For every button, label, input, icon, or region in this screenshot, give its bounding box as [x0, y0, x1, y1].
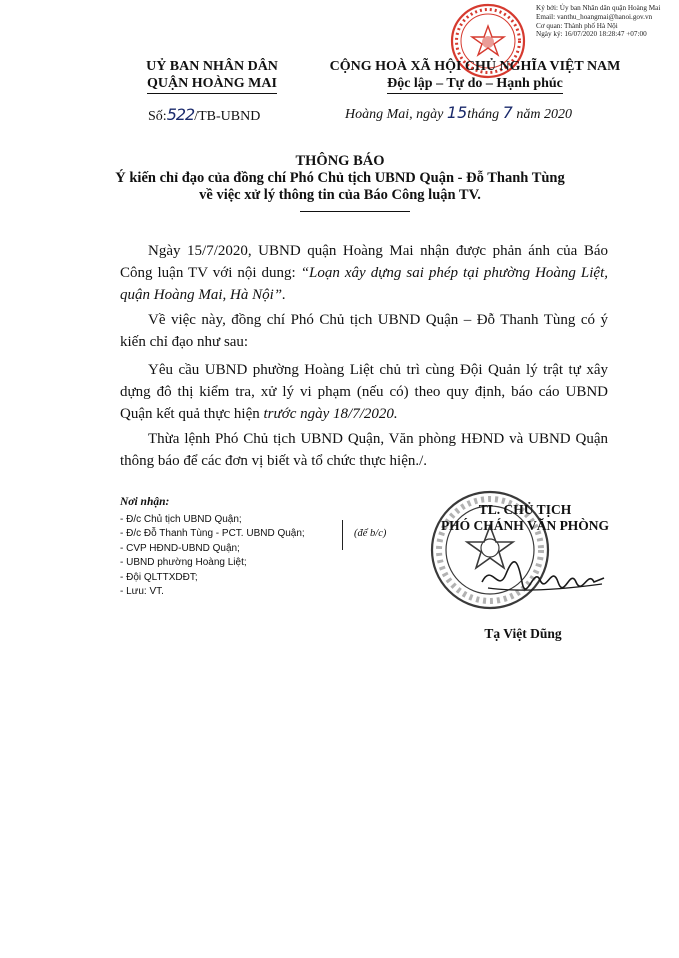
- role-line1: TL. CHỦ TỊCH: [478, 502, 572, 517]
- p3-deadline: trước ngày 18/7/2020.: [263, 406, 398, 422]
- paragraph-4: Thừa lệnh Phó Chủ tịch UBND Quận, Văn phòng HĐND và UBND Quận thông báo để các đơn vị biết và tổ chức thực hiện./.: [120, 431, 608, 469]
- date-year: năm 2020: [516, 107, 572, 122]
- recipients-heading: Nơi nhận:: [120, 496, 170, 508]
- date-day: 15: [446, 103, 468, 122]
- role-line2: PHÓ CHÁNH VĂN PHÒNG: [440, 518, 610, 533]
- agency-line1: UỶ BAN NHÂN DÂN: [146, 59, 278, 74]
- digital-signature-info: [536, 4, 660, 39]
- recipients-bracket: [342, 520, 343, 550]
- recipient-item: - Đội QLTTXDĐT;: [120, 571, 198, 583]
- paragraph-2: Về việc này, đồng chí Phó Chủ tịch UBND Quận – Đỗ Thanh Tùng có ý kiến chỉ đạo như sau:: [120, 312, 608, 350]
- recipients-list: [120, 513, 305, 599]
- signed-at: Ngày ký: 16/07/2020 18:28:47 +07:00: [536, 30, 647, 39]
- paragraph-1: [120, 240, 608, 306]
- agency-line2: QUẬN HOÀNG MAI: [147, 75, 277, 94]
- issuing-agency: [142, 58, 282, 94]
- recipient-item: - Đ/c Đỗ Thanh Tùng - PCT. UBND Quận;: [120, 528, 305, 540]
- p3-text: Yêu cầu UBND phường Hoàng Liệt chủ trì cùng Đội Quản lý trật tự xây dựng đô thị kiểm tra, xử lý vi phạm (nếu có) theo quy định, báo cáo UBND Quận kết quả thực hiện: [120, 362, 608, 422]
- recipients-note: (để b/c): [354, 528, 387, 539]
- document-title: [100, 153, 580, 204]
- title-line2: về việc xử lý thông tin của Báo Công luận TV.: [199, 187, 481, 203]
- national-motto: Độc lập – Tự do – Hạnh phúc: [387, 75, 563, 94]
- title-heading: THÔNG BÁO: [295, 153, 385, 169]
- title-line1: Ý kiến chỉ đạo của đồng chí Phó Chủ tịch UBND Quận - Đỗ Thanh Tùng: [115, 170, 565, 186]
- date-month-label: tháng: [467, 107, 500, 122]
- doc-no-handwritten: 522: [166, 105, 195, 124]
- recipient-item: - CVP HĐND-UBND Quận;: [120, 542, 240, 554]
- place-date: [345, 103, 572, 123]
- recipient-item: - UBND phường Hoàng Liệt;: [120, 557, 247, 569]
- national-header: [325, 58, 625, 94]
- paragraph-3: [120, 359, 608, 425]
- signatory-role: [430, 502, 620, 534]
- title-divider: [300, 211, 410, 212]
- doc-no-prefix: Số:: [148, 109, 167, 124]
- nation-name: CỘNG HOÀ XÃ HỘI CHỦ NGHĨA VIỆT NAM: [329, 59, 621, 74]
- recipient-item: - Lưu: VT.: [120, 586, 164, 598]
- recipient-item: - Đ/c Chủ tịch UBND Quận;: [120, 514, 242, 525]
- signatory-name: Tạ Việt Dũng: [484, 626, 562, 641]
- date-prefix: Hoàng Mai, ngày: [345, 107, 444, 122]
- p1-quote: “Loạn xây dựng sai phép tại phường Hoàng Liệt, quận Hoàng Mai, Hà Nội”.: [120, 265, 608, 303]
- date-month: 7: [502, 103, 513, 122]
- handwritten-signature-icon: [478, 552, 608, 600]
- signed-by: Ký bởi: Ủy ban Nhân dân quận Hoàng Mai: [536, 4, 661, 12]
- signer-agency: Cơ quan: Thành phố Hà Nội: [536, 21, 618, 30]
- doc-no-suffix: /TB-UBND: [194, 109, 261, 124]
- p1-text: Ngày 15/7/2020, UBND quận Hoàng Mai nhận được phản ánh của Báo Công luận TV với nội dung:: [120, 243, 608, 281]
- document-number: [148, 105, 260, 125]
- signer-email: Email: vanthu_hoangmai@hanoi.gov.vn: [536, 12, 653, 21]
